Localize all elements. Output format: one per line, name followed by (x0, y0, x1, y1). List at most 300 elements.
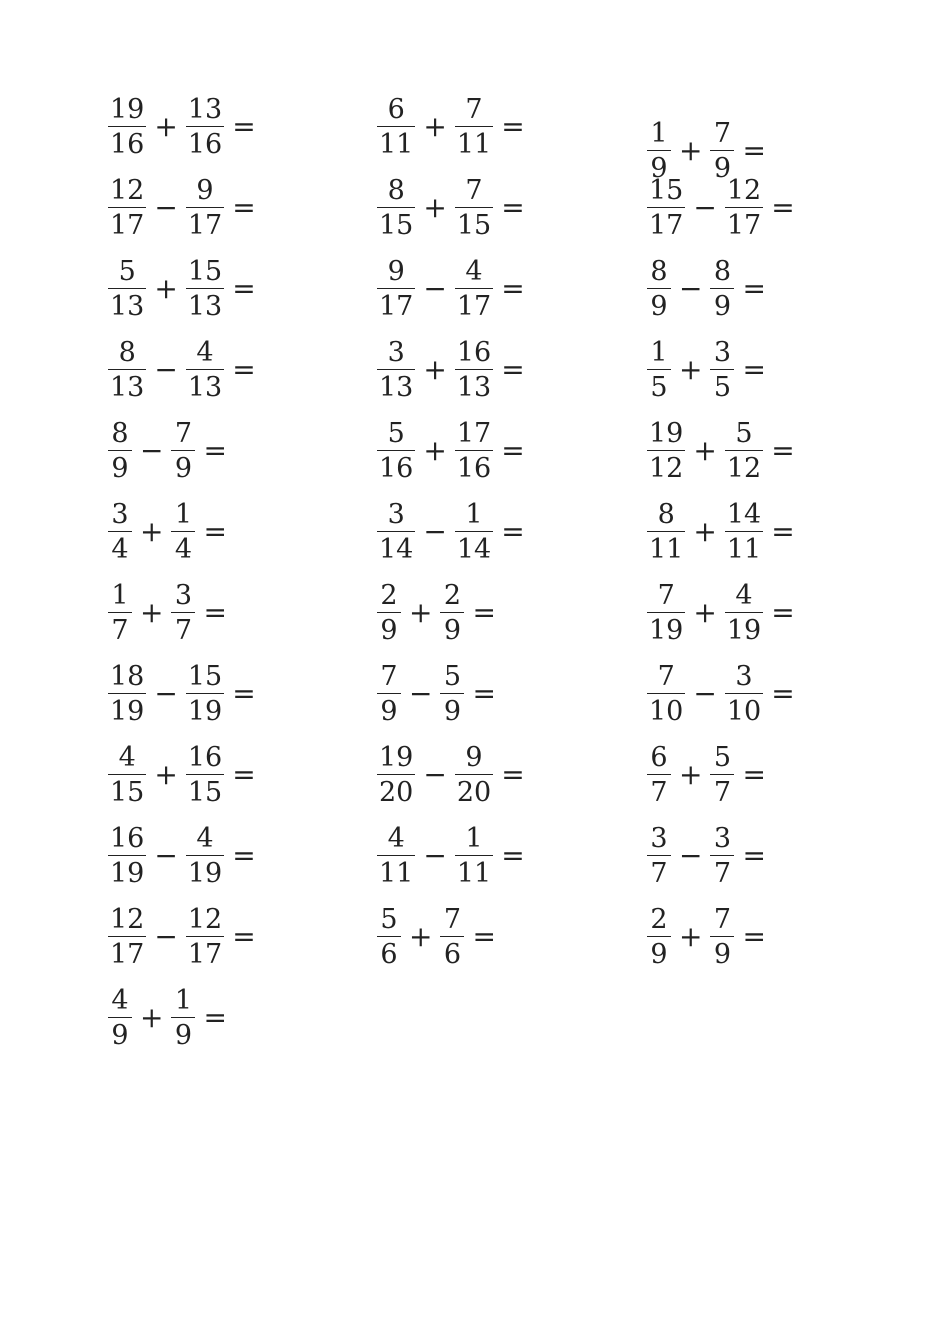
fraction-a (108, 498, 132, 565)
denominator: 13 (186, 369, 224, 401)
fraction-b (186, 660, 224, 727)
operator: − (679, 838, 703, 872)
fraction-a (377, 741, 415, 808)
operator: − (140, 433, 164, 467)
fraction-a (377, 579, 401, 646)
numerator: 4 (196, 822, 214, 854)
fraction-a (377, 822, 415, 889)
equals-sign: = (232, 271, 256, 305)
denominator: 9 (171, 1017, 195, 1049)
fraction-a (377, 903, 401, 970)
numerator: 5 (118, 255, 136, 287)
operator: − (423, 757, 447, 791)
problem-column-3 (647, 86, 795, 977)
operator: + (679, 133, 703, 167)
equals-sign: = (232, 352, 256, 386)
fraction-b (710, 255, 734, 322)
denominator: 19 (108, 855, 146, 887)
problem (108, 86, 256, 167)
operator: − (154, 838, 178, 872)
operator: − (409, 676, 433, 710)
numerator: 7 (657, 660, 675, 692)
denominator: 14 (455, 531, 493, 563)
fraction-a (108, 255, 146, 322)
numerator: 7 (465, 174, 483, 206)
fraction-b (455, 741, 493, 808)
fraction-a (647, 255, 671, 322)
denominator: 16 (377, 450, 415, 482)
numerator: 5 (713, 741, 732, 773)
numerator: 3 (735, 660, 753, 692)
denominator: 7 (647, 774, 671, 806)
numerator: 7 (713, 117, 732, 149)
problem (108, 491, 256, 572)
denominator: 9 (647, 288, 671, 320)
problem-column-2 (377, 86, 525, 977)
operator: + (423, 190, 447, 224)
numerator: 7 (380, 660, 398, 692)
equals-sign: = (501, 514, 525, 548)
equals-sign: = (742, 757, 766, 791)
operator: + (693, 595, 717, 629)
numerator: 12 (110, 174, 145, 206)
fraction-b (725, 660, 763, 727)
fraction-a (108, 174, 146, 241)
numerator: 5 (735, 417, 753, 449)
numerator: 4 (735, 579, 753, 611)
denominator: 9 (377, 693, 401, 725)
fraction-b (186, 903, 224, 970)
operator: − (154, 676, 178, 710)
fraction-a (108, 822, 146, 889)
fraction-b (440, 660, 464, 727)
problem (647, 410, 795, 491)
numerator: 8 (650, 255, 668, 287)
operator: + (140, 514, 164, 548)
numerator: 7 (657, 579, 675, 611)
denominator: 17 (377, 288, 415, 320)
operator: + (679, 919, 703, 953)
numerator: 14 (726, 498, 762, 530)
fraction-b (455, 417, 493, 484)
numerator: 1 (650, 336, 668, 368)
numerator: 8 (713, 255, 732, 287)
denominator: 17 (455, 288, 493, 320)
numerator: 7 (443, 903, 462, 935)
fraction-a (647, 579, 685, 646)
problem (108, 329, 256, 410)
fraction-b (455, 174, 493, 241)
numerator: 12 (110, 903, 145, 935)
denominator: 16 (455, 450, 493, 482)
equals-sign: = (742, 352, 766, 386)
denominator: 19 (647, 612, 685, 644)
denominator: 13 (108, 288, 146, 320)
problem (108, 572, 256, 653)
denominator: 5 (710, 369, 734, 401)
fraction-a (377, 498, 415, 565)
denominator: 12 (647, 450, 685, 482)
denominator: 13 (455, 369, 493, 401)
operator: − (693, 676, 717, 710)
fraction-b (440, 579, 464, 646)
fraction-b (725, 498, 763, 565)
denominator: 7 (647, 855, 671, 887)
denominator: 15 (186, 774, 224, 806)
numerator: 8 (657, 498, 675, 530)
denominator: 6 (377, 936, 401, 968)
numerator: 19 (110, 93, 145, 125)
fraction-b (710, 117, 734, 184)
fraction-a (647, 498, 685, 565)
problem (108, 653, 256, 734)
problem (647, 653, 795, 734)
problem (647, 572, 795, 653)
denominator: 9 (377, 612, 401, 644)
problem (647, 491, 795, 572)
equals-sign: = (203, 514, 227, 548)
denominator: 9 (710, 288, 734, 320)
numerator: 4 (387, 822, 405, 854)
denominator: 19 (725, 612, 763, 644)
denominator: 19 (108, 693, 146, 725)
fraction-a (108, 93, 146, 160)
fraction-b (186, 174, 224, 241)
denominator: 15 (455, 207, 493, 239)
fraction-a (108, 336, 146, 403)
fraction-b (455, 336, 493, 403)
equals-sign: = (501, 352, 525, 386)
numerator: 9 (465, 741, 483, 773)
numerator: 4 (465, 255, 483, 287)
operator: − (154, 190, 178, 224)
denominator: 5 (647, 369, 671, 401)
numerator: 12 (726, 174, 762, 206)
equals-sign: = (232, 838, 256, 872)
denominator: 12 (725, 450, 763, 482)
equals-sign: = (203, 433, 227, 467)
problem (647, 734, 795, 815)
numerator: 16 (187, 741, 223, 773)
equals-sign: = (771, 676, 795, 710)
equals-sign: = (771, 595, 795, 629)
denominator: 14 (377, 531, 415, 563)
operator: + (140, 595, 164, 629)
fraction-a (377, 417, 415, 484)
fraction-a (377, 255, 415, 322)
denominator: 11 (377, 855, 415, 887)
problem (377, 410, 525, 491)
problem (377, 86, 525, 167)
equals-sign: = (472, 919, 496, 953)
denominator: 17 (186, 207, 224, 239)
problem (108, 248, 256, 329)
problem-column-1 (108, 86, 256, 1058)
operator: − (693, 190, 717, 224)
fraction-a (377, 336, 415, 403)
denominator: 11 (725, 531, 763, 563)
equals-sign: = (232, 919, 256, 953)
operator: + (693, 514, 717, 548)
denominator: 9 (710, 936, 734, 968)
fraction-b (710, 822, 734, 889)
equals-sign: = (232, 190, 256, 224)
numerator: 9 (196, 174, 214, 206)
problem (377, 329, 525, 410)
operator: + (154, 271, 178, 305)
denominator: 11 (377, 126, 415, 158)
equals-sign: = (742, 919, 766, 953)
denominator: 9 (440, 693, 464, 725)
denominator: 9 (647, 936, 671, 968)
denominator: 17 (725, 207, 763, 239)
fraction-a (647, 417, 685, 484)
denominator: 17 (186, 936, 224, 968)
numerator: 3 (713, 822, 732, 854)
equals-sign: = (203, 595, 227, 629)
fraction-b (455, 255, 493, 322)
equals-sign: = (232, 109, 256, 143)
equals-sign: = (232, 676, 256, 710)
denominator: 7 (710, 774, 734, 806)
equals-sign: = (501, 190, 525, 224)
operator: − (154, 919, 178, 953)
fraction-a (647, 336, 671, 403)
numerator: 1 (465, 498, 483, 530)
fraction-b (725, 579, 763, 646)
equals-sign: = (742, 133, 766, 167)
fraction-b (171, 417, 195, 484)
denominator: 9 (171, 450, 195, 482)
problem (108, 815, 256, 896)
denominator: 9 (108, 1017, 132, 1049)
equals-sign: = (771, 514, 795, 548)
numerator: 2 (380, 579, 398, 611)
numerator: 3 (387, 498, 405, 530)
numerator: 3 (650, 822, 668, 854)
denominator: 16 (186, 126, 224, 158)
numerator: 1 (174, 984, 193, 1016)
numerator: 5 (387, 417, 405, 449)
denominator: 17 (108, 207, 146, 239)
equals-sign: = (501, 433, 525, 467)
problem (647, 896, 795, 977)
problem (377, 896, 525, 977)
operator: − (154, 352, 178, 386)
problem (108, 896, 256, 977)
fraction-a (377, 174, 415, 241)
problem (108, 734, 256, 815)
numerator: 3 (387, 336, 405, 368)
fraction-b (725, 417, 763, 484)
fraction-a (647, 822, 671, 889)
denominator: 13 (186, 288, 224, 320)
fraction-a (108, 741, 146, 808)
operator: + (693, 433, 717, 467)
numerator: 16 (110, 822, 145, 854)
denominator: 9 (108, 450, 132, 482)
numerator: 18 (110, 660, 145, 692)
denominator: 4 (108, 531, 132, 563)
numerator: 3 (111, 498, 129, 530)
fraction-a (108, 984, 132, 1051)
fraction-a (377, 93, 415, 160)
numerator: 6 (387, 93, 405, 125)
numerator: 7 (174, 417, 193, 449)
fraction-a (108, 903, 146, 970)
fraction-a (377, 660, 401, 727)
fraction-b (186, 741, 224, 808)
equals-sign: = (501, 757, 525, 791)
equals-sign: = (771, 433, 795, 467)
fraction-b (186, 336, 224, 403)
numerator: 15 (187, 660, 223, 692)
denominator: 19 (186, 855, 224, 887)
numerator: 2 (650, 903, 668, 935)
fraction-a (647, 660, 685, 727)
denominator: 9 (647, 150, 671, 182)
fraction-b (171, 579, 195, 646)
equals-sign: = (472, 676, 496, 710)
numerator: 9 (387, 255, 405, 287)
fraction-b (455, 498, 493, 565)
problem (377, 167, 525, 248)
equals-sign: = (501, 838, 525, 872)
numerator: 19 (649, 417, 684, 449)
fraction-b (710, 903, 734, 970)
problem (377, 572, 525, 653)
operator: − (423, 514, 447, 548)
fraction-a (108, 660, 146, 727)
problem (647, 815, 795, 896)
problem (377, 653, 525, 734)
numerator: 4 (196, 336, 214, 368)
denominator: 7 (108, 612, 132, 644)
operator: + (679, 757, 703, 791)
fraction-b (171, 498, 195, 565)
numerator: 8 (387, 174, 405, 206)
problem (377, 815, 525, 896)
denominator: 13 (377, 369, 415, 401)
numerator: 19 (379, 741, 414, 773)
problem (108, 167, 256, 248)
fraction-b (710, 741, 734, 808)
numerator: 16 (456, 336, 492, 368)
denominator: 11 (455, 855, 493, 887)
numerator: 1 (174, 498, 193, 530)
denominator: 20 (455, 774, 493, 806)
problem (647, 248, 795, 329)
operator: + (409, 919, 433, 953)
denominator: 15 (377, 207, 415, 239)
operator: − (423, 838, 447, 872)
equals-sign: = (742, 271, 766, 305)
numerator: 4 (118, 741, 136, 773)
problem (647, 110, 795, 191)
numerator: 1 (465, 822, 483, 854)
problem (108, 977, 256, 1058)
numerator: 8 (111, 417, 129, 449)
operator: + (423, 352, 447, 386)
fraction-b (710, 336, 734, 403)
numerator: 7 (465, 93, 483, 125)
denominator: 13 (108, 369, 146, 401)
problem (108, 410, 256, 491)
denominator: 7 (171, 612, 195, 644)
operator: + (679, 352, 703, 386)
numerator: 3 (713, 336, 732, 368)
fraction-a (647, 741, 671, 808)
denominator: 10 (725, 693, 763, 725)
operator: + (154, 757, 178, 791)
denominator: 10 (647, 693, 685, 725)
equals-sign: = (771, 190, 795, 224)
denominator: 6 (440, 936, 464, 968)
problem (647, 329, 795, 410)
numerator: 5 (443, 660, 462, 692)
fraction-b (455, 93, 493, 160)
operator: + (409, 595, 433, 629)
numerator: 7 (713, 903, 732, 935)
equals-sign: = (742, 838, 766, 872)
denominator: 4 (171, 531, 195, 563)
numerator: 3 (174, 579, 193, 611)
operator: − (679, 271, 703, 305)
denominator: 20 (377, 774, 415, 806)
numerator: 2 (443, 579, 462, 611)
numerator: 17 (456, 417, 492, 449)
numerator: 1 (650, 117, 668, 149)
fraction-a (647, 903, 671, 970)
fraction-b (440, 903, 464, 970)
fraction-a (108, 579, 132, 646)
denominator: 19 (186, 693, 224, 725)
numerator: 8 (118, 336, 136, 368)
equals-sign: = (203, 1000, 227, 1034)
numerator: 6 (650, 741, 668, 773)
denominator: 15 (108, 774, 146, 806)
fraction-b (186, 255, 224, 322)
operator: + (423, 109, 447, 143)
problem (377, 734, 525, 815)
operator: + (154, 109, 178, 143)
fraction-b (171, 984, 195, 1051)
equals-sign: = (501, 109, 525, 143)
operator: + (423, 433, 447, 467)
fraction-b (186, 822, 224, 889)
numerator: 12 (187, 903, 223, 935)
denominator: 11 (455, 126, 493, 158)
problem (377, 248, 525, 329)
denominator: 9 (440, 612, 464, 644)
fraction-b (186, 93, 224, 160)
equals-sign: = (232, 757, 256, 791)
denominator: 17 (647, 207, 685, 239)
denominator: 9 (710, 150, 734, 182)
numerator: 5 (380, 903, 398, 935)
denominator: 17 (108, 936, 146, 968)
equals-sign: = (472, 595, 496, 629)
equals-sign: = (501, 271, 525, 305)
numerator: 1 (111, 579, 129, 611)
operator: − (423, 271, 447, 305)
numerator: 15 (187, 255, 223, 287)
fraction-b (455, 822, 493, 889)
numerator: 13 (187, 93, 223, 125)
numerator: 4 (111, 984, 129, 1016)
fraction-a (647, 117, 671, 184)
problem (377, 491, 525, 572)
